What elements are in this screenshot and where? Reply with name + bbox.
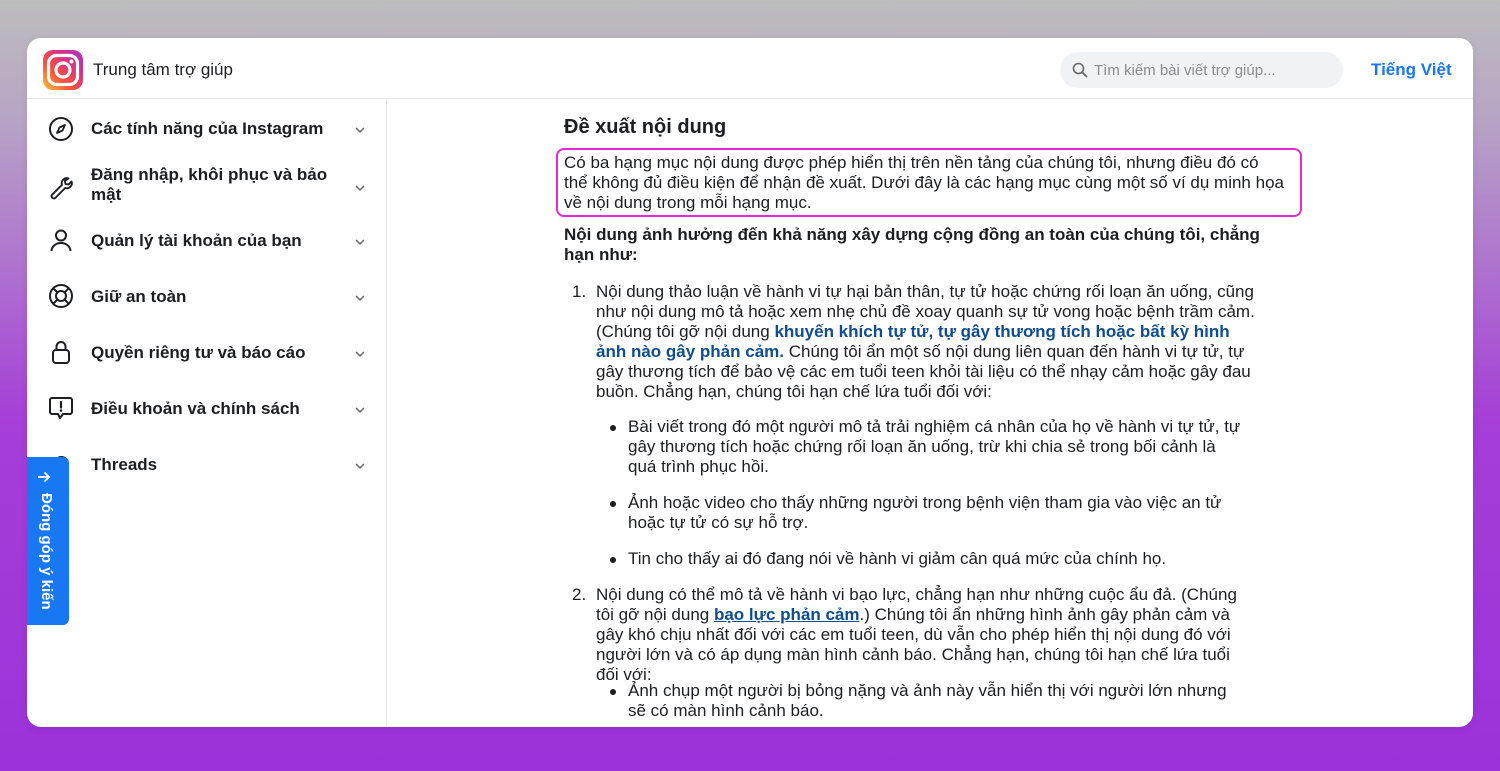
search-placeholder: Tìm kiếm bài viết trợ giúp...: [1094, 61, 1276, 79]
bullet-dot: [610, 689, 616, 695]
bullet-text: Bài viết trong đó một người mô tả trải nghiệm cá nhân của họ về hành vi tự tử, tự gây thương tích hoặc chứng rối loạn ăn uống, trừ khi chia sẻ trong bối cảnh là quá trình phục hồi.: [628, 417, 1241, 476]
bullet-dot: [610, 557, 616, 563]
lifebuoy-icon: [48, 283, 74, 309]
wrench-icon: [48, 175, 74, 201]
sidebar: [27, 99, 387, 727]
search-icon: [1072, 62, 1088, 78]
lock-icon: [48, 339, 74, 365]
chevron-down-icon: [354, 462, 366, 470]
language-selector[interactable]: Tiếng Việt: [1371, 60, 1452, 79]
bullet-dot: [610, 425, 616, 431]
list-item-text-a: Nội dung thảo luận về hành vi tự hại bản thân, tự tử hoặc chứng rối loạn ăn uống, cũng như nội dung mô tả hoặc xem nhẹ chủ đề xoay quanh sự tử vong hoặc bệnh trầm cảm. (Chúng tôi gỡ nội dung: [596, 282, 1255, 341]
instagram-logo-icon[interactable]: [43, 50, 83, 90]
sidebar-item-login-recovery-security[interactable]: [27, 165, 387, 209]
chevron-down-icon: [354, 294, 366, 302]
sidebar-item-label: Threads: [91, 455, 158, 474]
self-harm-policy-link[interactable]: khuyến khích tự tử, tự gây thương tích hoặc bất kỳ hình ảnh nào gây phản cảm.: [596, 322, 1230, 361]
arrow-right-icon: [37, 471, 51, 483]
sidebar-item-threads[interactable]: [27, 451, 387, 479]
section-subheading: Nội dung ảnh hưởng đến khả năng xây dựng cộng đồng an toàn của chúng tôi, chẳng hạn như:: [564, 225, 1260, 264]
chevron-down-icon: [354, 238, 366, 246]
user-icon: [48, 227, 74, 253]
chevron-down-icon: [354, 184, 366, 192]
sidebar-item-instagram-features[interactable]: [27, 115, 387, 143]
list-number: 1.: [572, 282, 587, 301]
chevron-down-icon: [354, 350, 366, 358]
bullet-text: Tin cho thấy ai đó đang nói về hành vi giảm cân quá mức của chính họ.: [628, 549, 1167, 568]
sidebar-item-label: Quyền riêng tư và báo cáo: [91, 343, 306, 362]
sidebar-item-terms-policies[interactable]: [27, 395, 387, 423]
list-item-text-b: Chúng tôi ẩn một số nội dung liên quan đến hành vi tự tử, tự gây thương tích để bảo vệ các em tuổi teen khỏi tài liệu có thể nhạy cảm hoặc gây đau buồn. Chẳng hạn, chúng tôi hạn chế lứa tuổi đối với:: [596, 342, 1251, 401]
sidebar-item-label: Điều khoản và chính sách: [91, 399, 300, 418]
violence-policy-link[interactable]: bạo lực phản cảm: [713, 605, 860, 624]
sidebar-item-label: Đăng nhập, khôi phục và bảo mật: [91, 165, 328, 204]
sidebar-item-label: Quản lý tài khoản của bạn: [91, 231, 302, 250]
chevron-down-icon: [354, 406, 366, 414]
bullet-text: Ảnh chụp một người bị bỏng nặng và ảnh này vẫn hiển thị với người lớn nhưng sẽ có màn hình cảnh báo.: [628, 681, 1227, 720]
compass-icon: [48, 116, 74, 142]
list-item-text-b: .) Chúng tôi ẩn những hình ảnh gây phản cảm và gây khó chịu nhất đối với các em tuổi teen, dù vẫn cho phép hiển thị nội dung đó với người lớn và có áp dụng màn hình cảnh báo. Chẳng hạn, chúng tôi hạn chế lứa tuổi đối với:: [596, 605, 1231, 684]
article-heading: Đề xuất nội dung: [564, 116, 727, 138]
top-bar: [27, 38, 1473, 99]
bullet-text: Ảnh hoặc video cho thấy những người trong bệnh viện tham gia vào việc an tử hoặc tự tử có sự hỗ trợ.: [628, 493, 1222, 532]
help-center-window: [27, 38, 1473, 727]
list-item-text: [596, 585, 1256, 685]
sidebar-item-stay-safe[interactable]: [27, 283, 387, 311]
help-center-title[interactable]: Trung tâm trợ giúp: [93, 60, 233, 79]
sidebar-item-label: Các tính năng của Instagram: [91, 119, 324, 138]
search-input[interactable]: [1060, 52, 1343, 88]
alert-bubble-icon: [48, 395, 74, 421]
sidebar-item-privacy-reporting[interactable]: [27, 339, 387, 367]
list-item-text-a: Nội dung có thể mô tả về hành vi bạo lực, chẳng hạn như những cuộc ẩu đả. (Chúng tôi gỡ nội dung: [596, 585, 1237, 624]
chevron-down-icon: [354, 126, 366, 134]
sidebar-item-manage-account[interactable]: [27, 227, 387, 255]
article-intro: Có ba hạng mục nội dung được phép hiển thị trên nền tảng của chúng tôi, nhưng điều đó có thể không đủ điều kiện để nhận đề xuất. Dưới đây là các hạng mục cùng một số ví dụ minh họa về nội dung trong mỗi hạng mục.: [564, 153, 1284, 212]
feedback-button[interactable]: [27, 457, 69, 625]
bullet-dot: [610, 501, 616, 507]
sidebar-item-label: Giữ an toàn: [91, 287, 187, 306]
feedback-label: Đóng góp ý kiến: [38, 493, 55, 610]
list-item-text: [596, 282, 1256, 402]
list-number: 2.: [572, 585, 587, 604]
